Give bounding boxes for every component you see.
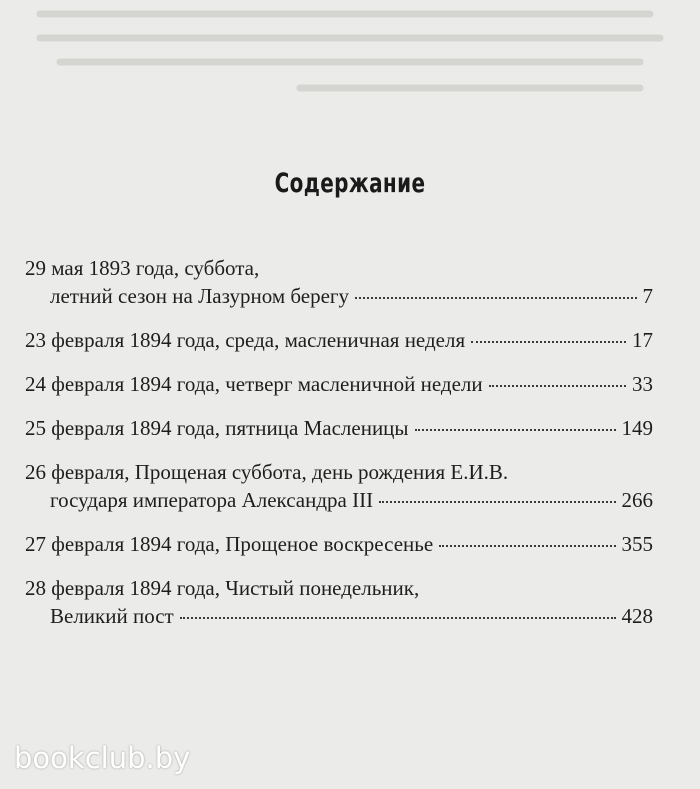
toc-page-number: 355 [621, 532, 653, 556]
page-title: Содержание [274, 168, 426, 199]
toc-entry [25, 254, 653, 310]
toc-entry [25, 458, 653, 514]
bleed-through-text [0, 0, 700, 120]
dot-leader [489, 385, 626, 387]
toc-entry-title: 27 февраля 1894 года, Прощеное воскресенье [25, 532, 434, 556]
dot-leader [355, 297, 636, 299]
toc-entry-title: 26 февраля, Прощеная суббота, день рождения Е.И.В. [25, 460, 509, 484]
table-of-contents [25, 254, 653, 646]
dot-leader [471, 341, 626, 343]
toc-entry-title: 28 февраля 1894 года, Чистый понедельник, [25, 576, 420, 600]
toc-entry-title: летний сезон на Лазурном берегу [50, 284, 350, 308]
toc-page-number: 17 [632, 328, 653, 352]
watermark: bookclub.by [14, 741, 191, 775]
toc-entry-title: 25 февраля 1894 года, пятница Масленицы [25, 416, 409, 440]
toc-entry-title: Великий пост [50, 604, 174, 628]
toc-page-number: 33 [632, 372, 653, 396]
dot-leader [379, 501, 615, 503]
dot-leader [415, 429, 616, 431]
toc-entry-title: 23 февраля 1894 года, среда, масленичная неделя [25, 328, 466, 352]
dot-leader [439, 545, 615, 547]
toc-page-number: 428 [621, 604, 653, 628]
toc-page-number: 7 [642, 284, 653, 308]
dot-leader [180, 617, 616, 619]
toc-page-number: 266 [621, 488, 653, 512]
toc-entry [25, 326, 653, 354]
toc-entry-title: государя императора Александра III [50, 488, 374, 512]
toc-entry-title: 24 февраля 1894 года, четверг масленичной недели [25, 372, 483, 396]
toc-entry-title: 29 мая 1893 года, суббота, [25, 256, 260, 280]
toc-entry [25, 370, 653, 398]
toc-entry [25, 574, 653, 630]
toc-entry [25, 530, 653, 558]
toc-entry [25, 414, 653, 442]
toc-page-number: 149 [621, 416, 653, 440]
